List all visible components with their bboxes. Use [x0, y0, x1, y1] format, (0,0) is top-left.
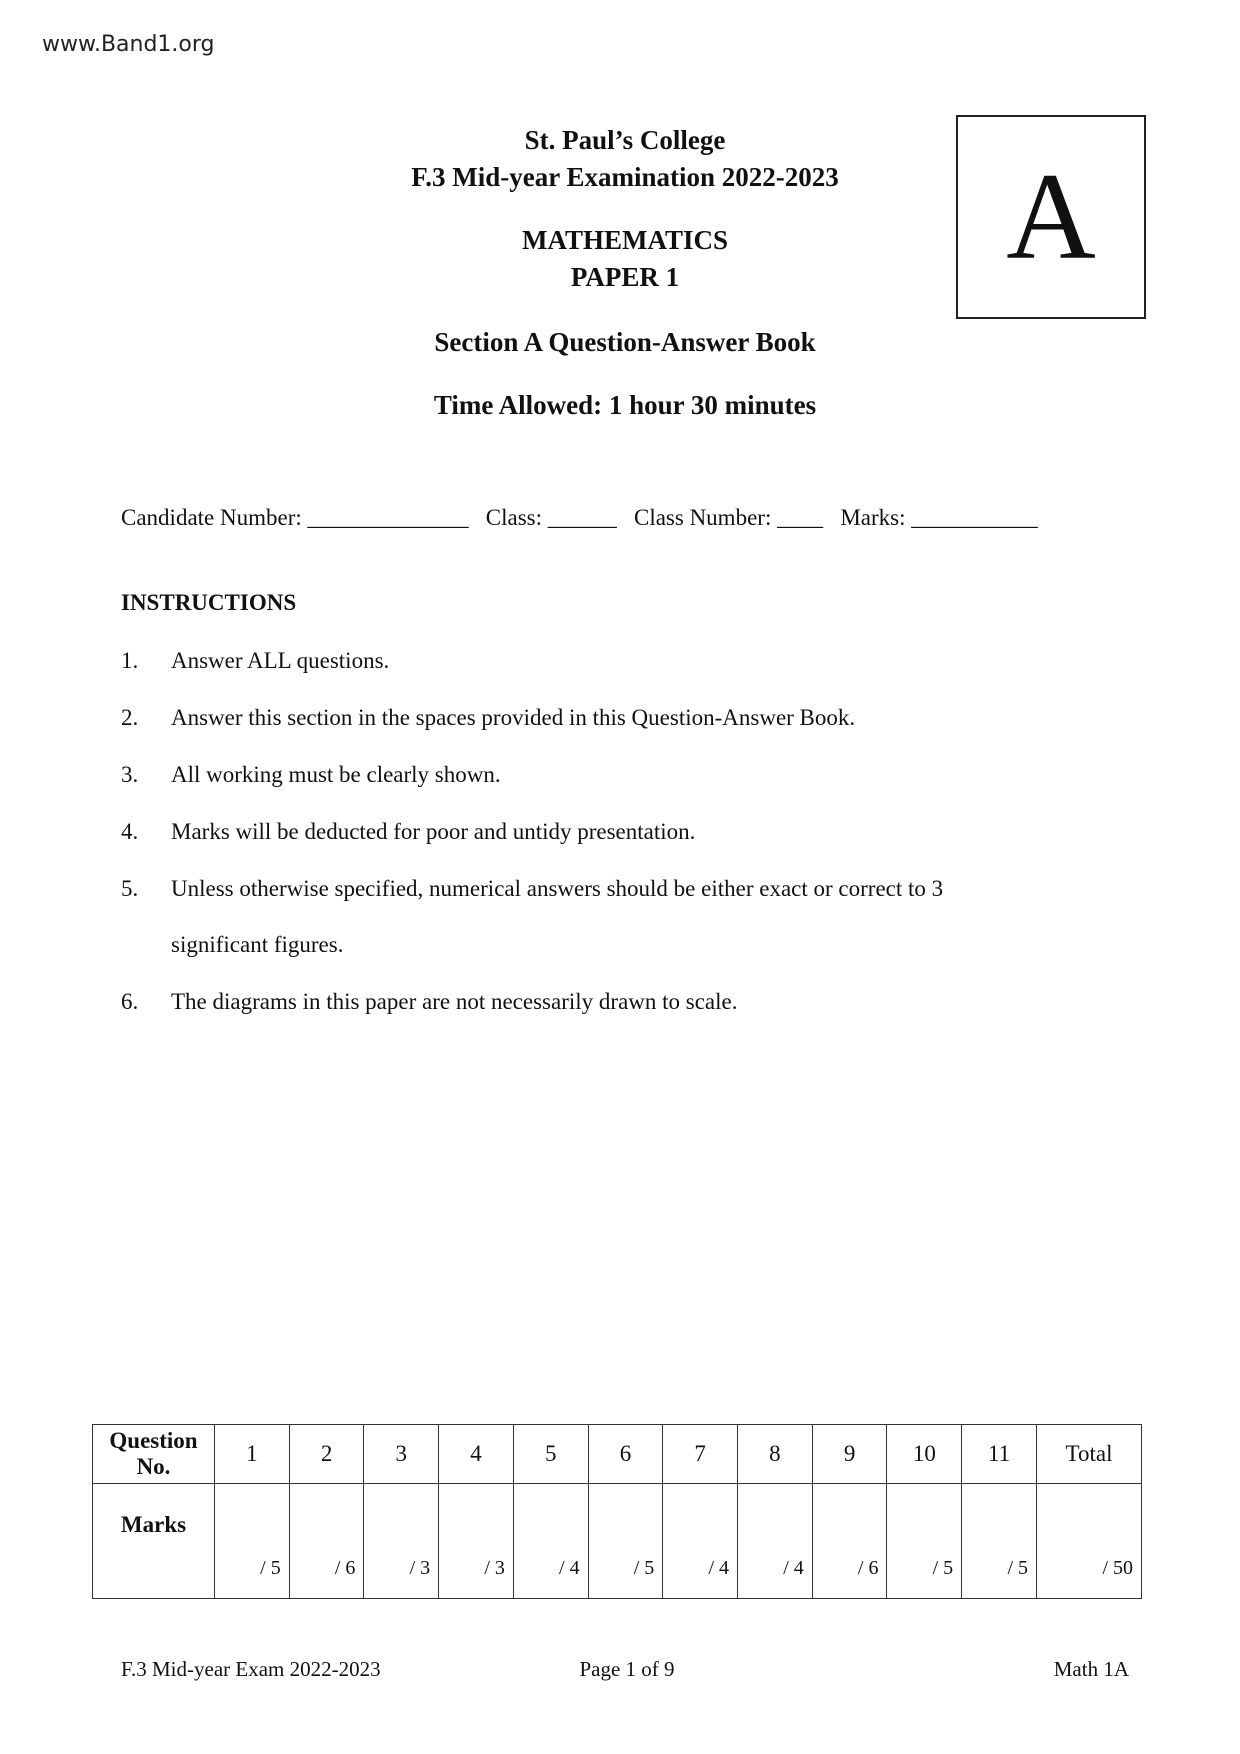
marks-cell: / 3	[439, 1484, 514, 1599]
footer-left: F.3 Mid-year Exam 2022-2023	[121, 1657, 381, 1681]
watermark: www.Band1.org	[42, 32, 215, 57]
question-number-cell: Total	[1037, 1425, 1142, 1484]
question-number-cell: 9	[812, 1425, 887, 1484]
instruction-number: 4.	[121, 819, 139, 844]
instruction-number: 1.	[121, 648, 139, 673]
question-number-cell: 6	[588, 1425, 663, 1484]
instruction-number: 5.	[121, 876, 139, 901]
candidate-info-line: Candidate Number: ______________ Class: ______ Class Number: ____ Marks: ___________	[121, 505, 1038, 530]
question-number-cell: 7	[663, 1425, 738, 1484]
marks-cell: / 6	[289, 1484, 364, 1599]
marks-table	[92, 1424, 1142, 1599]
exam-title: F.3 Mid-year Examination 2022-2023	[411, 162, 839, 192]
section-letter-box	[956, 115, 1146, 319]
question-number-cell: 3	[364, 1425, 439, 1484]
school-name: St. Paul’s College	[524, 125, 726, 155]
subject: MATHEMATICS	[521, 225, 728, 255]
question-number-cell: 1	[215, 1425, 290, 1484]
marks-cell: / 4	[513, 1484, 588, 1599]
marks-cell: / 4	[738, 1484, 813, 1599]
marks-cell: / 6	[812, 1484, 887, 1599]
instruction-text: Answer ALL questions.	[171, 648, 390, 673]
marks-cell: / 5	[215, 1484, 290, 1599]
instruction-number: 6.	[121, 989, 139, 1014]
time-allowed: Time Allowed: 1 hour 30 minutes	[433, 390, 817, 420]
marks-cell: / 5	[887, 1484, 962, 1599]
paper: PAPER 1	[570, 262, 680, 292]
marks-cell: / 5	[962, 1484, 1037, 1599]
marks-cell: / 4	[663, 1484, 738, 1599]
marks-cell: / 50	[1037, 1484, 1142, 1599]
instruction-number: 2.	[121, 705, 139, 730]
section-title: Section A Question-Answer Book	[434, 327, 816, 357]
question-number-cell: 4	[439, 1425, 514, 1484]
question-no-header	[93, 1425, 215, 1484]
question-number-cell: 2	[289, 1425, 364, 1484]
instruction-text: All working must be clearly shown.	[171, 762, 501, 787]
question-number-cell: 8	[738, 1425, 813, 1484]
marks-cell: / 3	[364, 1484, 439, 1599]
question-number-cell: 10	[887, 1425, 962, 1484]
question-number-cell: 11	[962, 1425, 1037, 1484]
marks-cell: / 5	[588, 1484, 663, 1599]
instruction-text: Answer this section in the spaces provided in this Question-Answer Book.	[171, 705, 856, 730]
section-letter: A	[1006, 148, 1096, 285]
instruction-text: The diagrams in this paper are not necessarily drawn to scale.	[171, 989, 738, 1014]
header-label: Question	[109, 1428, 198, 1453]
instruction-text: Marks will be deducted for poor and untidy presentation.	[171, 819, 696, 844]
footer-right: Math 1A	[1053, 1657, 1129, 1681]
instruction-number: 3.	[121, 762, 139, 787]
footer-page: Page 1 of 9	[579, 1657, 675, 1681]
instruction-text: Unless otherwise specified, numerical answers should be either exact or correct to 3	[171, 876, 944, 901]
marks-header: Marks	[93, 1484, 215, 1599]
header-label: No.	[136, 1454, 171, 1479]
instruction-text: significant figures.	[171, 932, 344, 957]
question-number-cell: 5	[513, 1425, 588, 1484]
instructions-heading: INSTRUCTIONS	[121, 590, 297, 615]
